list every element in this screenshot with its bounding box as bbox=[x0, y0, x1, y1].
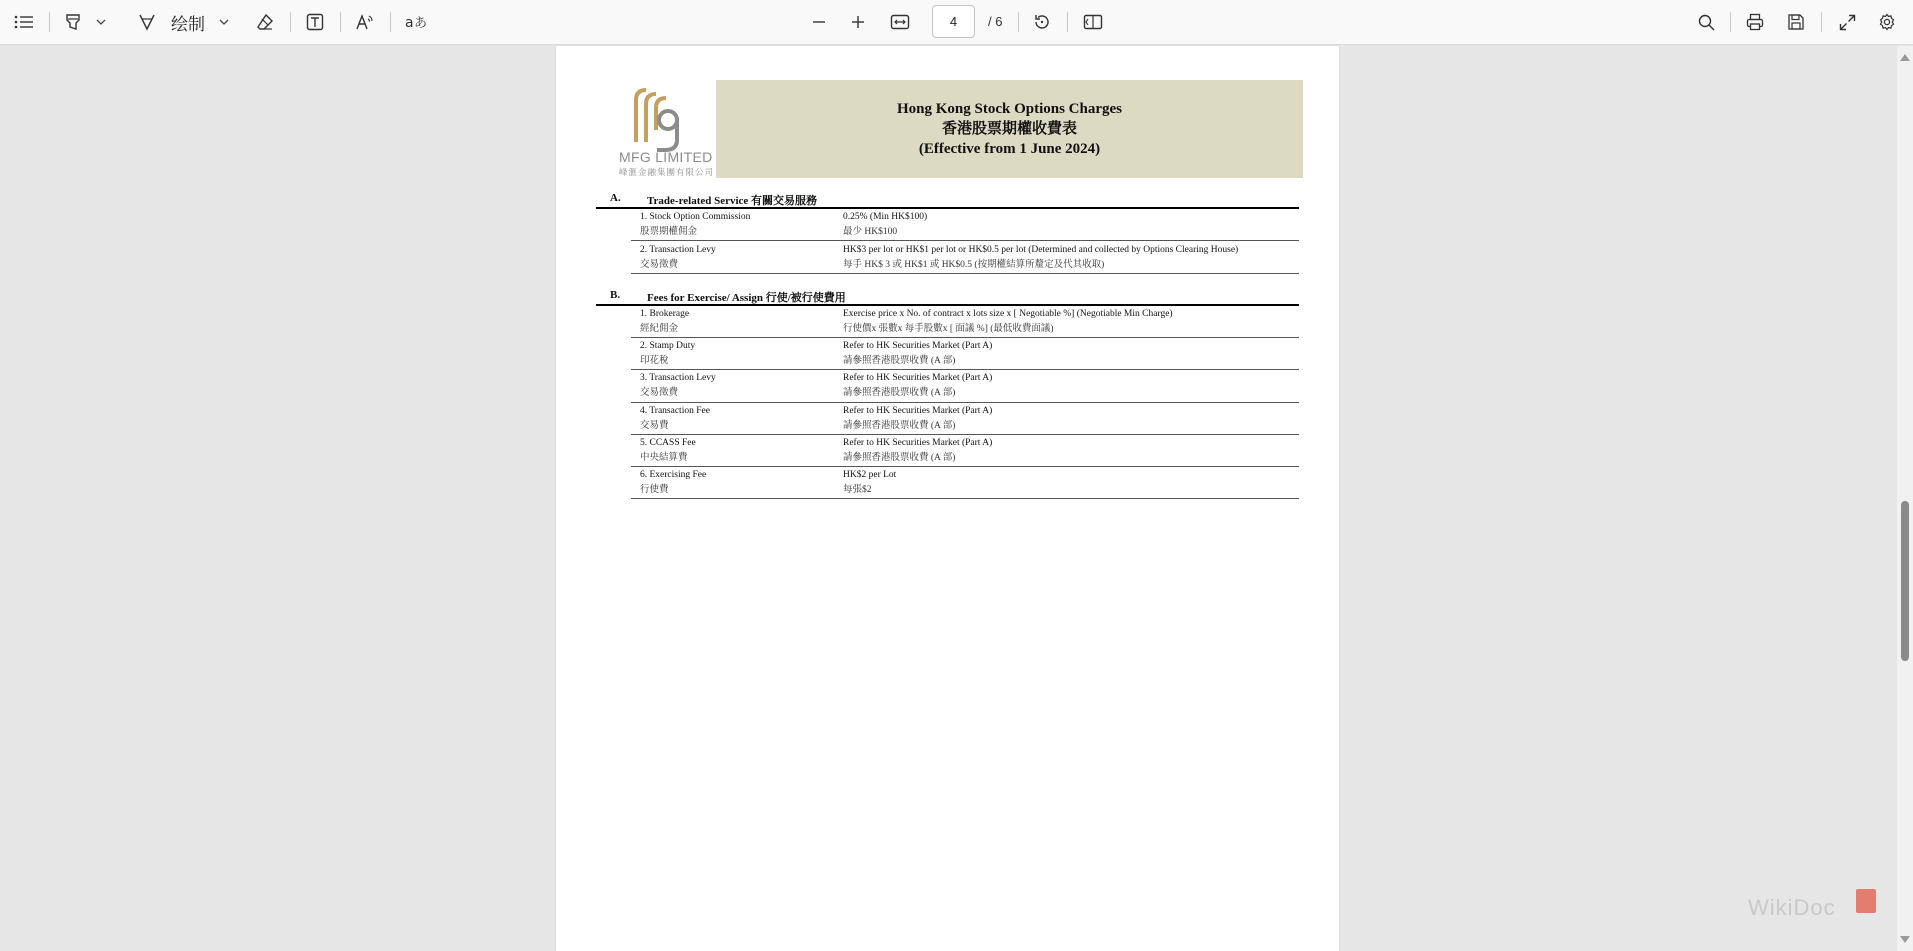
section-b-header bbox=[604, 289, 1304, 305]
row-value: Refer to HK Securities Market (Part A) 請參照香港股票收費 (A 部) bbox=[843, 341, 993, 366]
divider bbox=[631, 402, 1299, 403]
divider bbox=[631, 337, 1299, 338]
translate-icon[interactable] bbox=[403, 0, 429, 44]
toolbar-separator bbox=[340, 12, 341, 32]
toolbar-separator bbox=[49, 12, 50, 32]
row-label: 5. CCASS Fee 中央結算費 bbox=[640, 438, 696, 463]
row-value: Refer to HK Securities Market (Part A) 請參照香港股票收費 (A 部) bbox=[843, 438, 993, 463]
row-value: HK$2 per Lot 每張$2 bbox=[843, 470, 897, 495]
row-value: 0.25% (Min HK$100) 最少 HK$100 bbox=[843, 212, 928, 237]
divider bbox=[631, 240, 1299, 241]
row-label: 3. Transaction Levy 交易徵費 bbox=[640, 373, 716, 398]
section-letter: A. bbox=[610, 192, 621, 204]
toolbar-separator bbox=[390, 12, 391, 32]
print-icon[interactable] bbox=[1744, 0, 1766, 44]
divider bbox=[631, 434, 1299, 435]
row-label: 4. Transaction Fee 交易費 bbox=[640, 406, 710, 431]
read-aloud-icon[interactable] bbox=[353, 0, 377, 44]
chevron-down-icon[interactable] bbox=[217, 0, 231, 44]
logo-name: MFG LIMITED bbox=[619, 149, 713, 165]
pdf-toolbar bbox=[0, 0, 1913, 45]
toolbar-separator bbox=[1730, 12, 1731, 32]
title-english: Hong Kong Stock Options Charges bbox=[896, 101, 1123, 117]
list-icon[interactable] bbox=[12, 0, 36, 44]
page-number-input[interactable]: 4 bbox=[932, 5, 975, 38]
fullscreen-icon[interactable] bbox=[1836, 0, 1858, 44]
row-value: Refer to HK Securities Market (Part A) 請參照香港股票收費 (A 部) bbox=[843, 373, 993, 398]
pdf-page bbox=[556, 46, 1339, 951]
scroll-up-icon[interactable] bbox=[1900, 54, 1910, 61]
zoom-out-icon[interactable] bbox=[808, 0, 830, 44]
row-label: 1. Stock Option Commission 股票期權佣金 bbox=[640, 212, 751, 237]
text-box-icon[interactable] bbox=[304, 0, 326, 44]
watermark: WikiDoc bbox=[1748, 895, 1836, 920]
row-value: Exercise price x No. of contract x lots size x [ Negotiable %] (Negotiable Min Charge) 行使價x 張數x 每手股數x [ 面議 %] (最低收費面議) bbox=[843, 309, 1173, 334]
svg-text:a: a bbox=[405, 15, 414, 31]
section-title: Trade-related Service 有關交易服務 bbox=[647, 195, 818, 207]
logo-subtitle: 峰滙金融集團有限公司 bbox=[619, 167, 715, 177]
divider bbox=[631, 369, 1299, 370]
toolbar-separator bbox=[1018, 12, 1019, 32]
eraser-icon[interactable] bbox=[254, 0, 276, 44]
divider bbox=[631, 273, 1299, 274]
toolbar-separator bbox=[1067, 12, 1068, 32]
draw-label[interactable]: 绘制 bbox=[171, 14, 205, 34]
toolbar-separator bbox=[290, 12, 291, 32]
scroll-down-icon[interactable] bbox=[1900, 936, 1910, 943]
divider bbox=[631, 466, 1299, 467]
row-value: Refer to HK Securities Market (Part A) 請參照香港股票收費 (A 部) bbox=[843, 406, 993, 431]
section-a-header bbox=[604, 192, 1304, 208]
row-label: 1. Brokerage 經紀佣金 bbox=[640, 309, 690, 334]
two-page-icon[interactable] bbox=[1081, 0, 1105, 44]
fit-width-icon[interactable] bbox=[888, 0, 912, 44]
divider bbox=[596, 304, 1299, 306]
divider bbox=[631, 498, 1299, 499]
chevron-down-icon[interactable] bbox=[94, 0, 108, 44]
row-label: 6. Exercising Fee 行使費 bbox=[640, 470, 707, 495]
zoom-in-icon[interactable] bbox=[847, 0, 869, 44]
vertical-scrollbar[interactable] bbox=[1897, 46, 1913, 951]
save-icon[interactable] bbox=[1785, 0, 1807, 44]
search-icon[interactable] bbox=[1695, 0, 1717, 44]
row-label: 2. Transaction Levy 交易徵費 bbox=[640, 245, 716, 270]
divider bbox=[596, 207, 1299, 209]
scrollbar-thumb[interactable] bbox=[1901, 501, 1909, 661]
row-label: 2. Stamp Duty 印花稅 bbox=[640, 341, 696, 366]
section-title: Fees for Exercise/ Assign 行使/被行使費用 bbox=[647, 292, 846, 304]
page-total: / 6 bbox=[988, 14, 1003, 29]
highlighter-icon[interactable] bbox=[62, 0, 84, 44]
rotate-icon[interactable] bbox=[1031, 0, 1053, 44]
settings-icon[interactable] bbox=[1876, 0, 1898, 44]
document-header bbox=[716, 80, 1303, 178]
effective-date: (Effective from 1 June 2024) bbox=[918, 141, 1101, 157]
section-letter: B. bbox=[610, 289, 621, 301]
toolbar-separator bbox=[1821, 12, 1822, 32]
row-value: HK$3 per lot or HK$1 per lot or HK$0.5 per lot (Determined and collected by Options Clearing House) 每手 HK$ 3 或 HK$1 或 HK$0.5 (按期權結算所釐定及代其收取) bbox=[843, 245, 1239, 270]
svg-text:あ: あ bbox=[414, 16, 427, 31]
draw-icon[interactable] bbox=[136, 0, 158, 44]
title-chinese: 香港股票期權收費表 bbox=[941, 121, 1077, 137]
pdf-icon bbox=[1856, 889, 1876, 913]
